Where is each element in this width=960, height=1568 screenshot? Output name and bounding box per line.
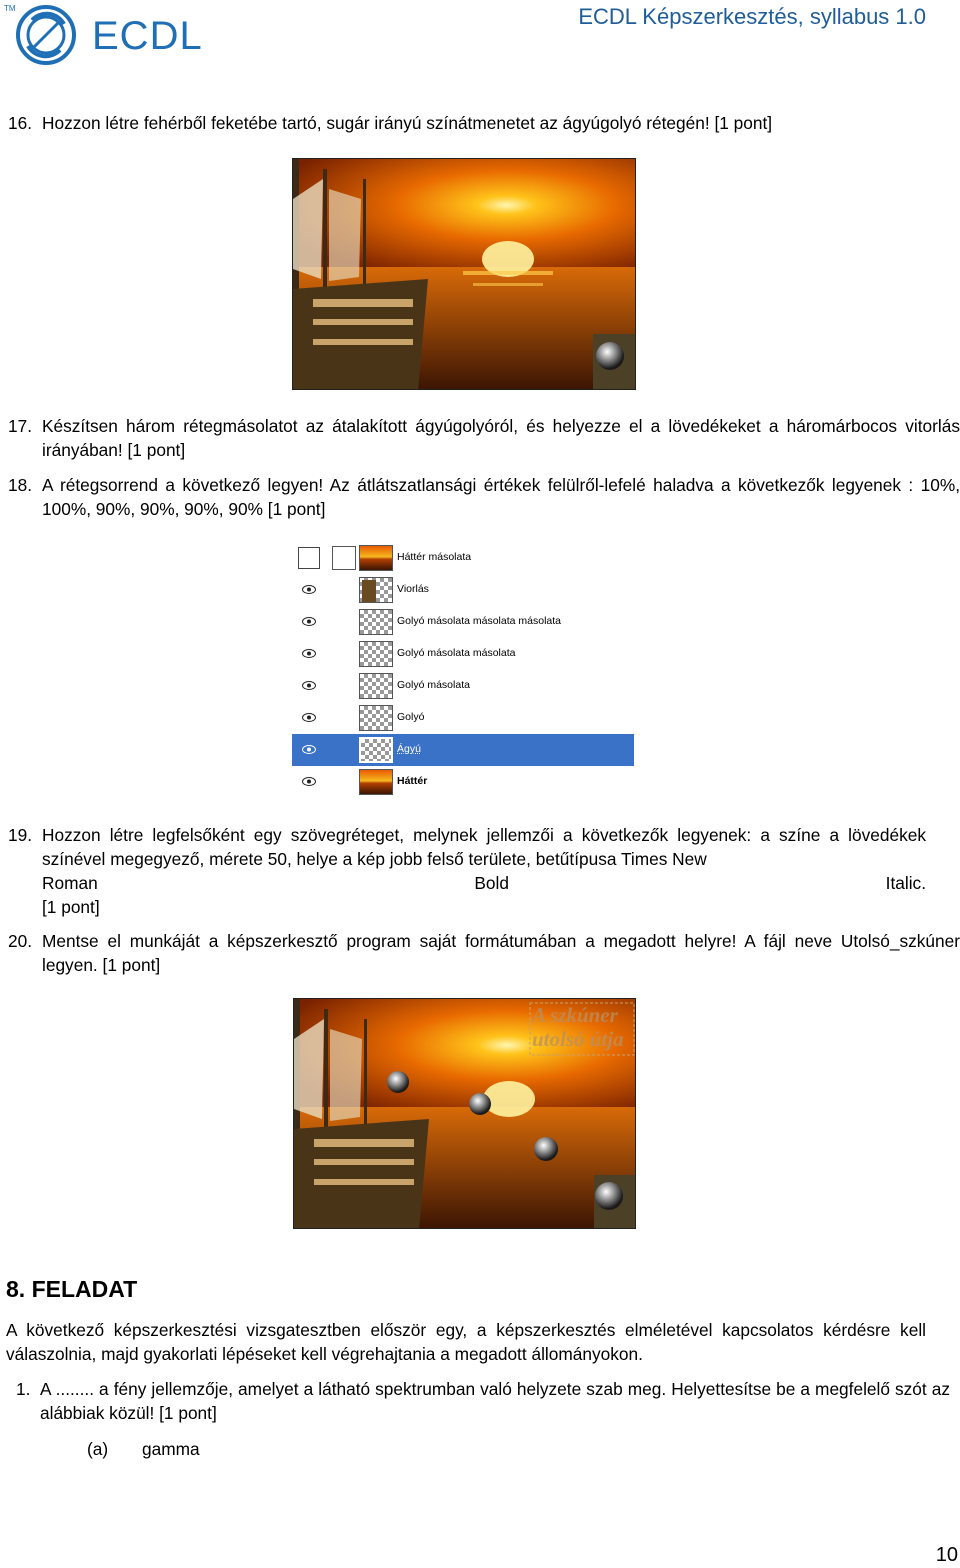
layer-thumbnail [359, 769, 393, 795]
question-text: Mentse el munkáját a képszerkesztő program saját formátumában a megadott helyre! A fájl neve Utolsó_szkúner legyen. [1 pont] [42, 931, 960, 975]
logo-text: ECDL [92, 14, 203, 58]
cannonball [534, 1137, 558, 1161]
eye-icon[interactable] [302, 617, 316, 626]
question-number: 19. [8, 825, 33, 845]
layer-thumbnail [359, 545, 393, 571]
layer-name: Golyó [397, 711, 425, 723]
eye-icon[interactable] [302, 649, 316, 658]
question-text: Hozzon létre legfelsőként egy szövegréteget, melynek jellemzői a következők legyenek: a színe a lövedékek színével megegyező, mérete 50, helye a kép jobb felső területe, betűtípusa Times New [42, 825, 926, 869]
layer-row[interactable] [292, 542, 634, 574]
layer-name: Viorlás [397, 583, 429, 595]
eye-icon[interactable] [302, 745, 316, 754]
layer-thumbnail [359, 737, 393, 763]
question-text: Hozzon létre fehérből feketébe tartó, sugár irányú színátmenetet az ágyúgolyó rétegén! [1 pont] [42, 113, 773, 133]
question-number: 20. [8, 931, 33, 951]
eye-icon[interactable] [302, 713, 316, 722]
layer-thumbnail [359, 673, 393, 699]
eye-icon[interactable] [302, 681, 316, 690]
layer-thumbnail [359, 641, 393, 667]
question-number: 18. [8, 475, 33, 495]
trademark-mark: TM [4, 4, 16, 13]
section-intro: A következő képszerkesztési vizsgatesztben először egy, a képszerkesztés elméletével kapcsolatos kérdésre kell válaszolnia, majd gyakorlati lépéseket kell végrehajtania a megadott állományokon. [6, 1320, 926, 1364]
question-text-line [42, 871, 926, 895]
font-name-text: Roman [42, 873, 98, 893]
layer-row[interactable] [292, 670, 634, 702]
overlay-line: utolsó útja [532, 1027, 624, 1051]
layer-thumbnail [359, 705, 393, 731]
question-number: 1. [16, 1379, 31, 1399]
ship-sunset-image [292, 158, 636, 390]
layer-name: Golyó másolata másolata [397, 647, 516, 659]
layer-name: Ágyú [397, 743, 421, 755]
option-label: (a) [87, 1439, 109, 1459]
font-style-bold-text: Bold [474, 873, 509, 893]
layer-thumbnail [359, 577, 393, 603]
layer-mask-thumb [332, 546, 356, 570]
layer-row-selected[interactable] [292, 734, 634, 766]
cannonball [387, 1071, 409, 1093]
final-composition-image [293, 998, 636, 1229]
document-header-title: ECDL Képszerkesztés, syllabus 1.0 [578, 4, 926, 29]
layer-row[interactable] [292, 638, 634, 670]
question-text: A rétegsorrend a következő legyen! Az átlátszatlansági értékek felülről-lefelé haladva a következők legyenek : 10%, 100%, 90%, 90%, 90%, 90% [1 pont] [42, 475, 960, 519]
question-text: A ........ a fény jellemzője, amelyet a látható spektrumban való helyzete szab meg. Helyettesítse be a megfelelő szót az alábbiak közül! [1 pont] [40, 1379, 950, 1423]
question-18 [8, 473, 960, 521]
question-17 [8, 414, 960, 462]
layer-row[interactable] [292, 574, 634, 606]
layer-name: Golyó másolata másolata másolata [397, 615, 561, 627]
question-16 [8, 111, 926, 135]
layer-row[interactable] [292, 702, 634, 734]
layers-panel [292, 542, 634, 798]
layer-name: Háttér másolata [397, 551, 472, 563]
visibility-off-icon[interactable] [298, 547, 320, 569]
question-text: Készítsen három rétegmásolatot az átalakított ágyúgolyóról, és helyezze el a lövedékeket a háromárbocos vitorlás irányában! [1 pont] [42, 416, 960, 460]
cannonball [469, 1093, 491, 1115]
eye-icon[interactable] [302, 777, 316, 786]
question-20 [8, 929, 960, 977]
globe-logo-icon [6, 2, 86, 68]
font-style-italic-text: Italic. [885, 873, 926, 893]
eye-icon[interactable] [302, 585, 316, 594]
page-number: 10 [935, 1544, 958, 1566]
overlay-line: A szkúner [532, 1003, 618, 1027]
layer-name: Háttér [397, 775, 428, 787]
points-text: [1 pont] [42, 897, 100, 917]
layer-row[interactable] [292, 766, 634, 798]
layer-name: Golyó másolata [397, 679, 470, 691]
layer-thumbnail [359, 609, 393, 635]
question-19 [8, 823, 926, 919]
section-heading: 8. FELADAT [6, 1276, 138, 1302]
layer-row[interactable] [292, 606, 634, 638]
image-overlay-text [532, 1003, 636, 1051]
option-text: gamma [142, 1439, 200, 1459]
question-number: 17. [8, 416, 33, 436]
cannonball [595, 1182, 623, 1210]
question-8-1 [16, 1377, 950, 1425]
question-number: 16. [8, 113, 33, 133]
